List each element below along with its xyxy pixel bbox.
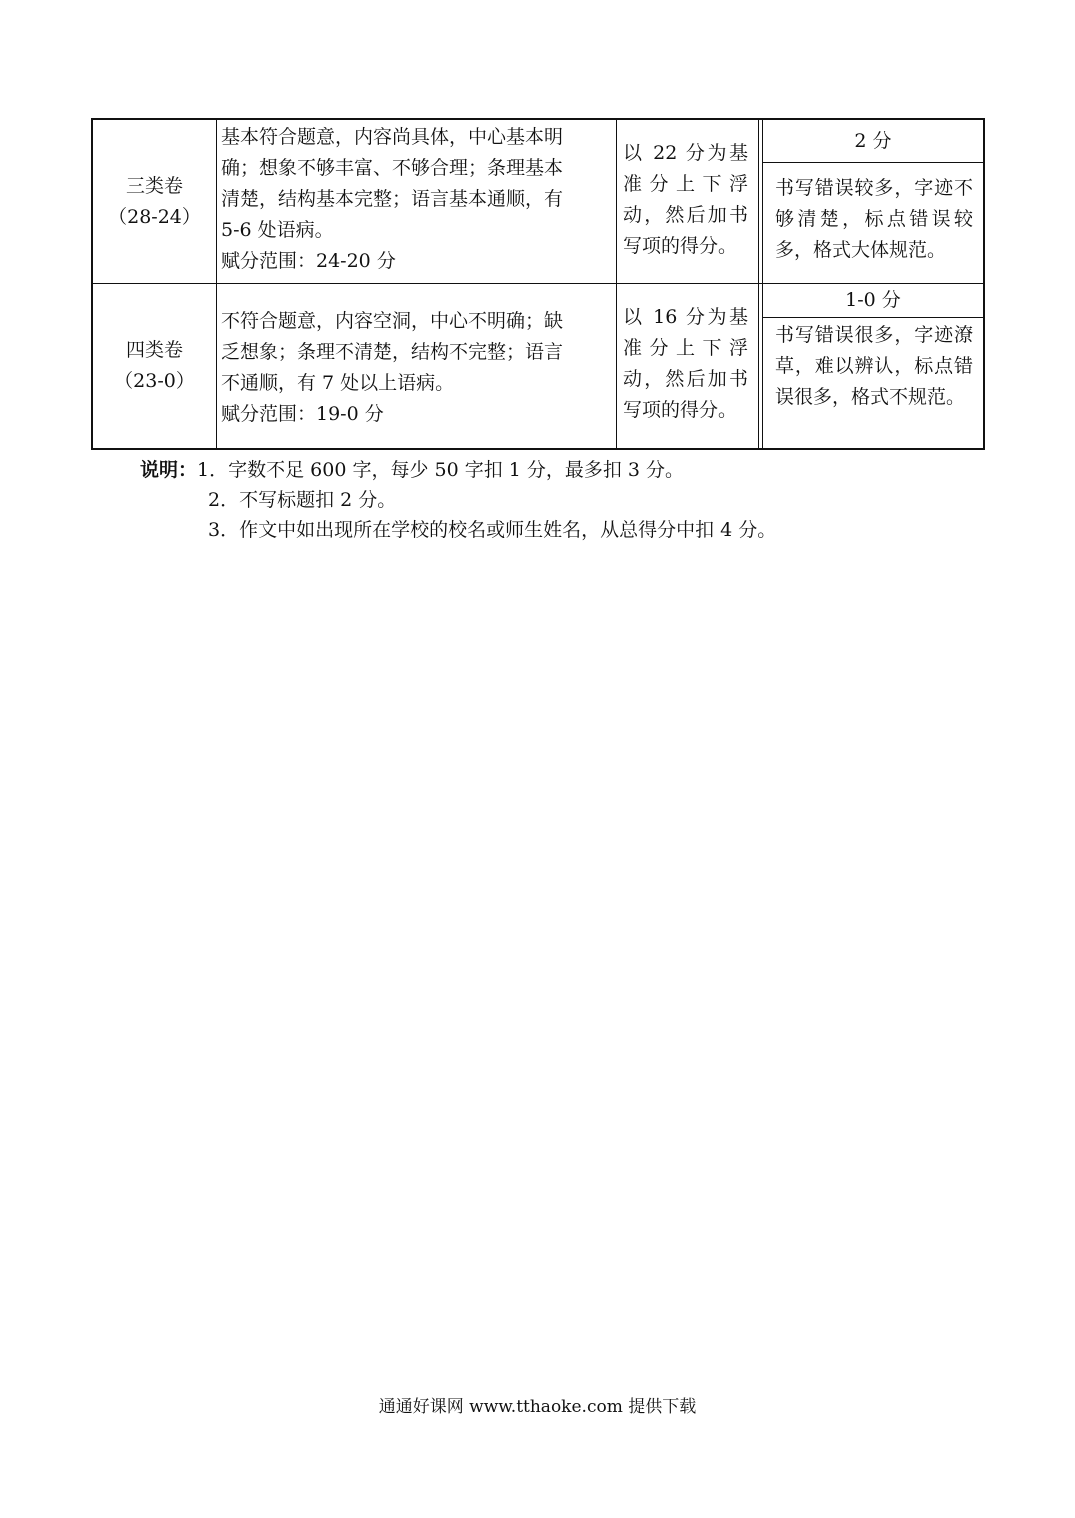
base-rule: 以 22 分为基准分上下浮动，然后加书写项的得分。 <box>623 142 748 257</box>
grade-range: （28-24） <box>108 205 201 228</box>
description-cell-row1 <box>217 120 616 283</box>
description-line: 清楚，结构基本完整；语言基本通顺，有 <box>221 188 564 210</box>
border-right <box>983 118 985 450</box>
note-row <box>140 455 776 485</box>
description-line: 确；想象不够丰富、不够合理；条理基本 <box>221 157 564 179</box>
grade-range: （23-0） <box>114 370 195 392</box>
description-line: 不通顺，有 7 处以上语病。 <box>221 372 455 394</box>
description-line: 乏想象；条理不清楚，结构不完整；语言 <box>221 341 564 363</box>
footer-text: 通通好课网 www.tthaoke.com 提供下载 <box>378 1397 697 1417</box>
grade-cell-row2 <box>93 284 216 448</box>
description-line: 基本符合题意，内容尚具体，中心基本明 <box>221 126 564 148</box>
description-line: 5-6 处语病。 <box>221 219 334 241</box>
writing-score: 1-0 分 <box>845 289 901 311</box>
notes-section <box>140 455 776 545</box>
note-row <box>140 485 776 515</box>
rubric-table <box>91 118 985 450</box>
writing-score-cell-row1 <box>763 120 983 162</box>
writing-desc: 书写错误很多，字迹潦草，难以辨认，标点错误很多，格式不规范。 <box>775 324 973 408</box>
description-line: 不符合题意，内容空洞，中心不明确；缺 <box>221 310 564 332</box>
writing-score: 2 分 <box>854 129 892 152</box>
col-divider-double-a <box>758 118 759 450</box>
grade-name: 三类卷 <box>125 174 183 197</box>
base-rule: 以 16 分为基准分上下浮动，然后加书写项的得分。 <box>623 306 748 421</box>
border-bottom <box>91 448 985 450</box>
base-rule-cell-row2 <box>617 284 758 448</box>
writing-desc-cell-row1 <box>763 163 983 283</box>
notes-label: 说明： <box>140 459 198 481</box>
score-range: 赋分范围：19-0 分 <box>221 403 384 425</box>
note-item: 3．作文中如出现所在学校的校名或师生姓名，从总得分中扣 4 分。 <box>208 519 777 541</box>
grade-cell-row1 <box>93 120 216 283</box>
note-item: 1．字数不足 600 字，每少 50 字扣 1 分，最多扣 3 分。 <box>197 459 685 481</box>
note-row <box>140 515 776 545</box>
grade-name: 四类卷 <box>125 339 183 361</box>
writing-desc: 书写错误较多，字迹不够清楚，标点错误较多，格式大体规范。 <box>775 177 973 261</box>
writing-desc-cell-row2 <box>763 318 983 448</box>
description-cell-row2 <box>217 304 616 448</box>
note-item: 2．不写标题扣 2 分。 <box>208 489 397 511</box>
writing-score-cell-row2 <box>763 284 983 317</box>
score-range: 赋分范围：24-20 分 <box>221 250 396 272</box>
base-rule-cell-row1 <box>617 120 758 283</box>
